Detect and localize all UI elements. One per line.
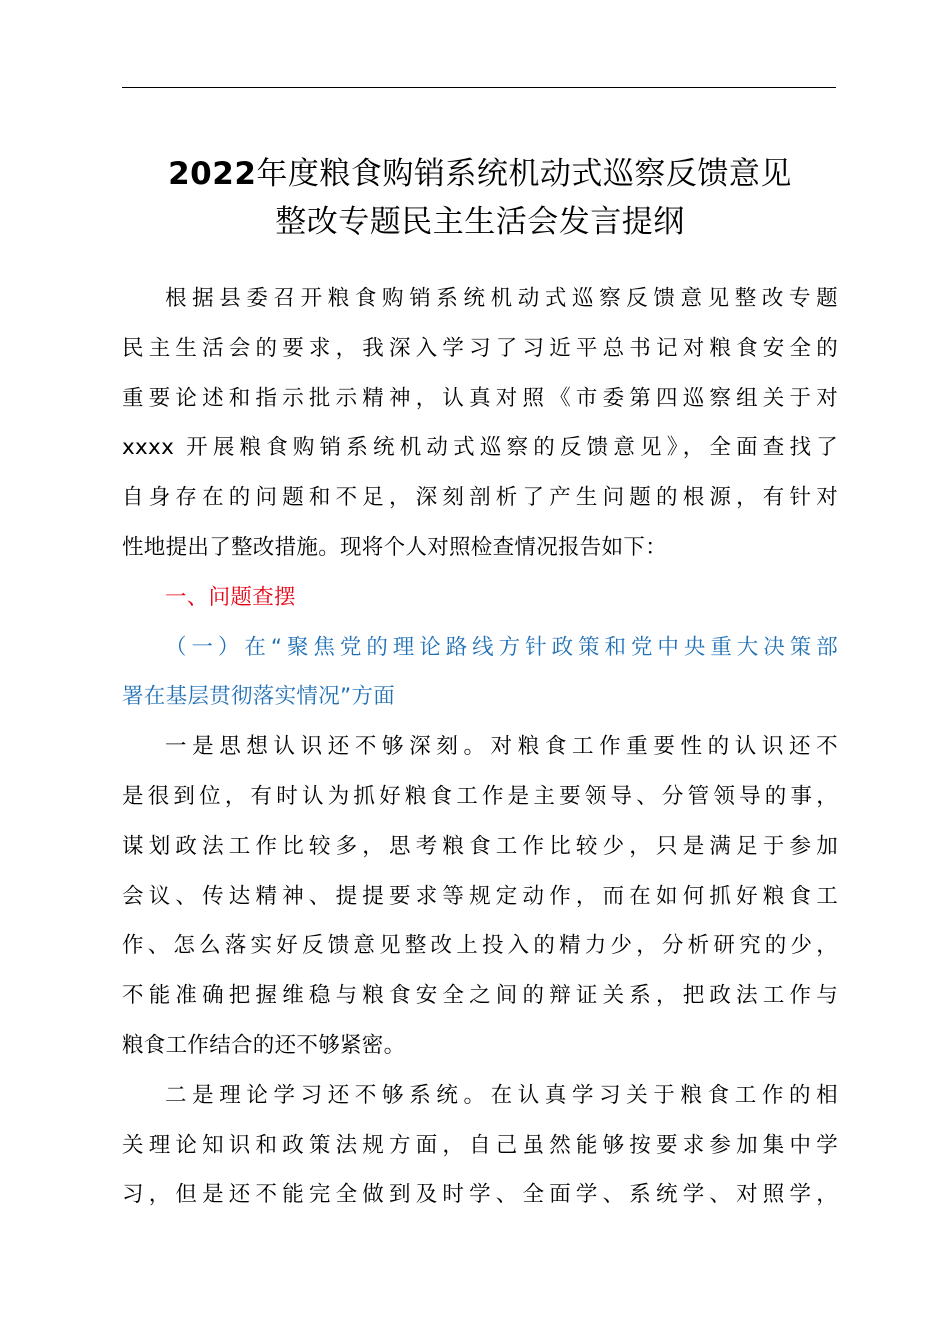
title-line-1 [100, 150, 860, 198]
text-line: 粮食工作结合的还不够紧密。 [122, 1032, 406, 1058]
document-title [100, 150, 860, 246]
text-line: 习，但是还不能完全做到及时学、全面学、系统学、对照学， [122, 1182, 838, 1208]
subsection-heading [122, 623, 838, 723]
text-line: 关理论知识和政策法规方面，自己虽然能够按要求参加集中学 [122, 1132, 838, 1158]
point-1-paragraph [122, 722, 838, 1071]
text-line: 谋划政法工作比较多，思考粮食工作比较少，只是满足于参加 [122, 833, 838, 859]
section-heading [122, 573, 838, 623]
text-line: 不能准确把握维稳与粮食安全之间的辩证关系，把政法工作与 [122, 983, 838, 1009]
text-line: 性地提出了整改措施。现将个人对照检查情况报告如下： [122, 534, 668, 560]
text-line: 重要论述和指示批示精神，认真对照《市委第四巡察组关于对 [122, 385, 838, 411]
header-rule [122, 87, 836, 88]
text-line: xxxx 开展粮食购销系统机动式巡察的反馈意见》，全面查找了 [122, 435, 838, 461]
subsection-heading-line: （一）在“聚焦党的理论路线方针政策和党中央重大决策部 [165, 634, 838, 660]
text-line: 自身存在的问题和不足，深刻剖析了产生问题的根源，有针对 [122, 485, 838, 511]
title-year: 2022 [168, 156, 257, 192]
point-2-paragraph [122, 1071, 838, 1220]
text-line: 根据县委召开粮食购销系统机动式巡察反馈意见整改专题 [165, 286, 838, 311]
section-heading-text: 一、问题查摆 [165, 584, 296, 610]
text-line: 会议、传达精神、提提要求等规定动作，而在如何抓好粮食工 [122, 883, 838, 909]
title-line-1-text: 年度粮食购销系统机动式巡察反馈意见 [256, 156, 792, 192]
subsection-heading-line: 署在基层贯彻落实情况”方面 [122, 684, 396, 710]
document-body [122, 274, 838, 1220]
title-line-2: 整改专题民主生活会发言提纲 [275, 204, 685, 240]
text-line: 二是理论学习还不够系统。在认真学习关于粮食工作的相 [165, 1082, 838, 1108]
text-line: 是很到位，有时认为抓好粮食工作是主要领导、分管领导的事， [122, 783, 838, 809]
text-line: 民主生活会的要求，我深入学习了习近平总书记对粮食安全的 [122, 335, 838, 361]
text-line: 作、怎么落实好反馈意见整改上投入的精力少，分析研究的少， [122, 933, 838, 959]
intro-paragraph [122, 274, 838, 573]
text-line: 一是思想认识还不够深刻。对粮食工作重要性的认识还不 [165, 734, 838, 760]
